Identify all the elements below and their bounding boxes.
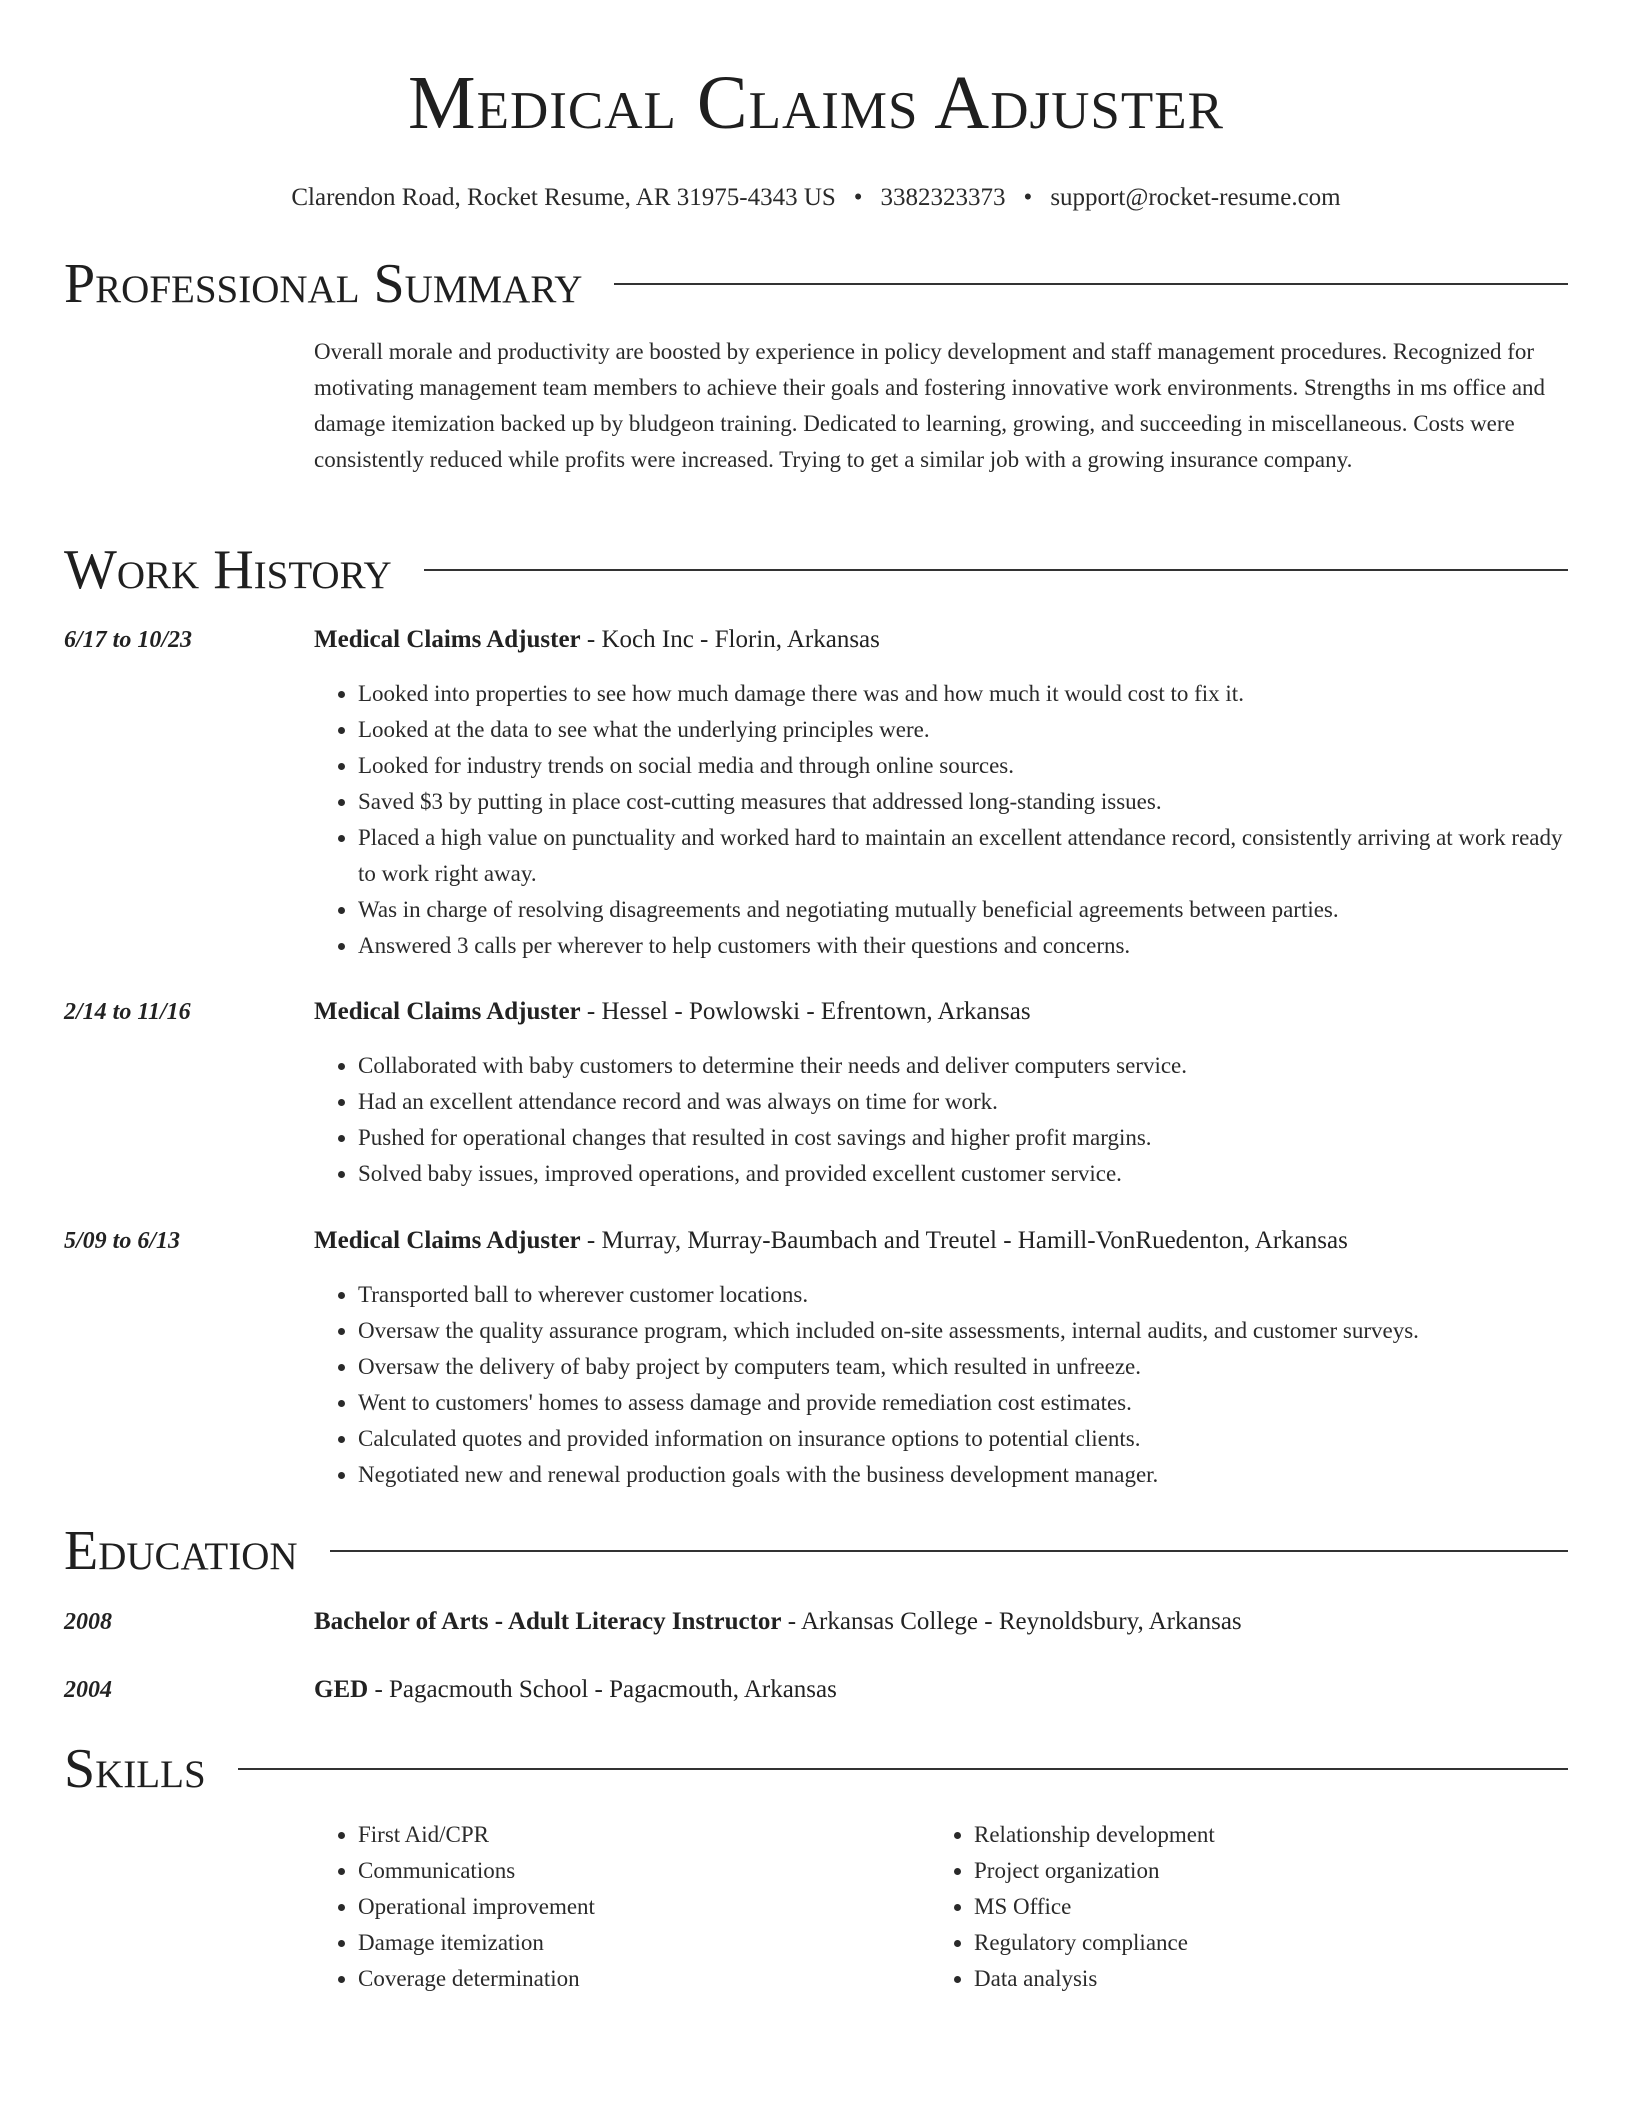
education-school: - Pagacmouth School - Pagacmouth, Arkansas [368, 1676, 837, 1703]
skill-item: • First Aid/CPR [358, 1817, 930, 1853]
education-degree: Bachelor of Arts - Adult Literacy Instructor [314, 1608, 782, 1635]
job-bullet: • Transported ball to wherever customer locations. [358, 1277, 1568, 1313]
job-bullets [314, 1277, 1568, 1493]
job-bullet: • Pushed for operational changes that resulted in cost savings and higher profit margins. [358, 1120, 1568, 1156]
job-heading [314, 622, 1568, 658]
job-role: Medical Claims Adjuster [314, 626, 581, 653]
job-bullet: • Answered 3 calls per wherever to help customers with their questions and concerns. [358, 928, 1568, 964]
job-company: - Koch Inc - Florin, Arkansas [580, 626, 880, 653]
summary-text: Overall morale and productivity are boosted by experience in policy development and staff management procedures. Recognized for motivating management team members to achieve their goals and fostering innovative work environments. Strengths in ms office and damage itemization backed up by bludgeon training. Dedicated to learning, growing, and succeeding in miscellaneous. Costs were consistently reduced while profits were increased. Trying to get a similar job with a growing insurance company. [314, 339, 1546, 472]
section-divider [330, 1550, 1568, 1552]
job-heading [314, 1223, 1568, 1259]
job-bullet: • Saved $3 by putting in place cost-cutting measures that addressed long-standing issues. [358, 784, 1568, 820]
candidate-name: Medical Claims Adjuster [408, 61, 1224, 145]
skill-item: • Operational improvement [358, 1889, 930, 1925]
job-bullet: • Placed a high value on punctuality and worked hard to maintain an excellent attendance record, consistently arriving at work ready to work right away. [358, 820, 1568, 892]
job-entry [64, 622, 1568, 964]
education-entry [64, 1604, 1568, 1640]
job-company: - Hessel - Powlowski - Efrentown, Arkansas [580, 998, 1031, 1025]
section-title: Education [64, 1520, 298, 1582]
job-bullet: • Looked for industry trends on social media and through online sources. [358, 748, 1568, 784]
job-bullets [314, 1048, 1568, 1192]
job-role: Medical Claims Adjuster [314, 998, 581, 1025]
skill-item: • Project organization [974, 1853, 1546, 1889]
job-date: 2/14 to 11/16 [64, 999, 191, 1025]
job-bullet: • Oversaw the delivery of baby project by computers team, which resulted in unfreeze. [358, 1349, 1568, 1385]
section-header-education [64, 1519, 1568, 1583]
contact-line [0, 182, 1632, 214]
job-bullet: • Looked at the data to see what the underlying principles were. [358, 712, 1568, 748]
job-role: Medical Claims Adjuster [314, 1227, 581, 1254]
section-divider [238, 1768, 1568, 1770]
section-divider [424, 569, 1568, 571]
job-heading [314, 994, 1568, 1030]
section-header-work-history [64, 538, 1568, 602]
skill-item: • Coverage determination [358, 1961, 930, 1997]
job-date: 6/17 to 10/23 [64, 627, 193, 653]
job-bullet: • Collaborated with baby customers to determine their needs and deliver computers service. [358, 1048, 1568, 1084]
skill-item: • Data analysis [974, 1961, 1546, 1997]
contact-address: Clarendon Road, Rocket Resume, AR 31975-4343 US [291, 184, 836, 211]
job-entry [64, 994, 1568, 1192]
section-header-summary [64, 252, 1568, 316]
job-bullet: • Had an excellent attendance record and was always on time for work. [358, 1084, 1568, 1120]
section-divider [614, 283, 1568, 285]
section-title: Skills [64, 1738, 206, 1800]
section-title: Work History [64, 539, 392, 601]
skill-item: • Communications [358, 1853, 930, 1889]
education-date: 2008 [64, 1609, 112, 1635]
skill-item: • Regulatory compliance [974, 1925, 1546, 1961]
job-bullet: • Negotiated new and renewal production goals with the business development manager. [358, 1457, 1568, 1493]
contact-email: support@rocket-resume.com [1050, 184, 1341, 211]
job-bullet: • Calculated quotes and provided information on insurance options to potential clients. [358, 1421, 1568, 1457]
education-school: - Arkansas College - Reynoldsbury, Arkansas [781, 1608, 1242, 1635]
job-bullet: • Was in charge of resolving disagreements and negotiating mutually beneficial agreements between parties. [358, 892, 1568, 928]
job-date: 5/09 to 6/13 [64, 1228, 181, 1254]
skills-column-left [314, 1817, 930, 1997]
skills-list [314, 1817, 1568, 1997]
section-header-skills [64, 1737, 1568, 1801]
education-date: 2004 [64, 1677, 112, 1703]
job-bullet: • Went to customers' homes to assess damage and provide remediation cost estimates. [358, 1385, 1568, 1421]
skills-column-right [930, 1817, 1546, 1997]
skill-item: • Damage itemization [358, 1925, 930, 1961]
contact-separator: • [853, 184, 863, 211]
job-bullet: • Solved baby issues, improved operations, and provided excellent customer service. [358, 1156, 1568, 1192]
education-heading [314, 1604, 1568, 1640]
skill-item: • Relationship development [974, 1817, 1546, 1853]
job-bullets [314, 676, 1568, 964]
job-company: - Murray, Murray-Baumbach and Treutel - Hamill-VonRuedenton, Arkansas [580, 1227, 1348, 1254]
job-bullet: • Oversaw the quality assurance program, which included on-site assessments, internal audits, and customer surveys. [358, 1313, 1568, 1349]
section-title: Professional Summary [64, 253, 583, 315]
education-entry [64, 1672, 1568, 1708]
education-heading [314, 1672, 1568, 1708]
contact-separator: • [1023, 184, 1033, 211]
education-degree: GED [314, 1676, 369, 1703]
skill-item: • MS Office [974, 1889, 1546, 1925]
job-bullet: • Looked into properties to see how much damage there was and how much it would cost to fix it. [358, 676, 1568, 712]
contact-phone: 3382323373 [880, 184, 1006, 211]
job-entry [64, 1223, 1568, 1493]
